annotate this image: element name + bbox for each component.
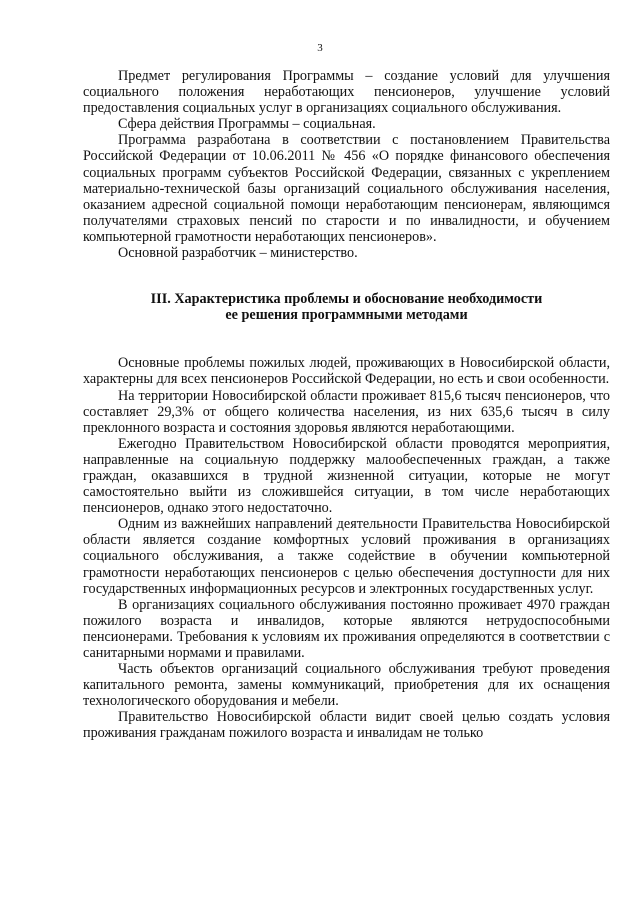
paragraph-annual-measures: Ежегодно Правительством Новосибирской области проводятся мероприятия, направленные на социальную поддержку малообеспеченных граждан, а также граждан, оказавшихся в трудной жизненной ситуации, которые не могут самостоятельно выйти из сложившейся ситуации, в том числе неработающих пенсионеров, однако этого недостаточно.	[83, 435, 610, 517]
paragraph-main-developer: Основной разработчик – министерство.	[118, 245, 358, 262]
paragraph-scope: Сфера действия Программы – социальная.	[118, 116, 376, 133]
paragraph-residents: В организациях социального обслуживания постоянно проживает 4970 граждан пожилого возраста и инвалидов, которые являются нетрудоспособными пенсионерами. Требования к условиям их проживания определяются в соответствии с санитарными нормами и правилами.	[83, 596, 610, 661]
paragraph-main-problems: Основные проблемы пожилых людей, проживающих в Новосибирской области, характерны для всех пенсионеров Российской Федерации, но есть и свои особенности.	[83, 355, 610, 388]
document-body	[83, 68, 610, 742]
paragraph-government-goal: Правительство Новосибирской области видит своей целью создать условия проживания гражданам пожилого возраста и инвалидам не только	[83, 709, 610, 742]
paragraph-legal-basis: Программа разработана в соответствии с постановлением Правительства Российской Федерации от 10.06.2011 № 456 «О порядке финансового обеспечения социальных программ субъектов Российской Федерации, связанных с укреплением материально-технической базы организаций социального обслуживания населения, оказанием адресной социальной помощи неработающим пенсионерам, являющимся получателями страховых пенсий по старости и по инвалидности, и обучением компьютерной грамотности неработающих пенсионеров».	[83, 132, 610, 245]
paragraph-facilities-repair: Часть объектов организаций социального обслуживания требуют проведения капитального ремонта, замены коммуникаций, приобретения для их оснащения технологического оборудования и мебели.	[83, 661, 610, 710]
section-heading	[83, 291, 610, 323]
paragraph-pensioner-statistics: На территории Новосибирской области проживает 815,6 тысяч пенсионеров, что составляет 29,3% от общего количества населения, из них 635,6 тысяч в силу преклонного возраста и состояния здоровья являются неработающими.	[83, 387, 610, 436]
section-heading-line-1: III. Характеристика проблемы и обоснование необходимости	[150, 291, 543, 308]
section-heading-line-2: ее решения программными методами	[225, 307, 468, 324]
paragraph-regulation-subject: Предмет регулирования Программы – создание условий для улучшения социального положения неработающих пенсионеров, улучшение условий предоставления социальных услуг в организациях социального обслуживания.	[83, 68, 610, 117]
page-number: 3	[317, 42, 323, 54]
paragraph-key-direction: Одним из важнейших направлений деятельности Правительства Новосибирской области является создание комфортных условий проживания в организациях социального обслуживания, а также содействие в обучении компьютерной грамотности неработающих пенсионеров с целью обеспечения доступности для них государственных информационных ресурсов и электронных государственных услуг.	[83, 516, 610, 597]
